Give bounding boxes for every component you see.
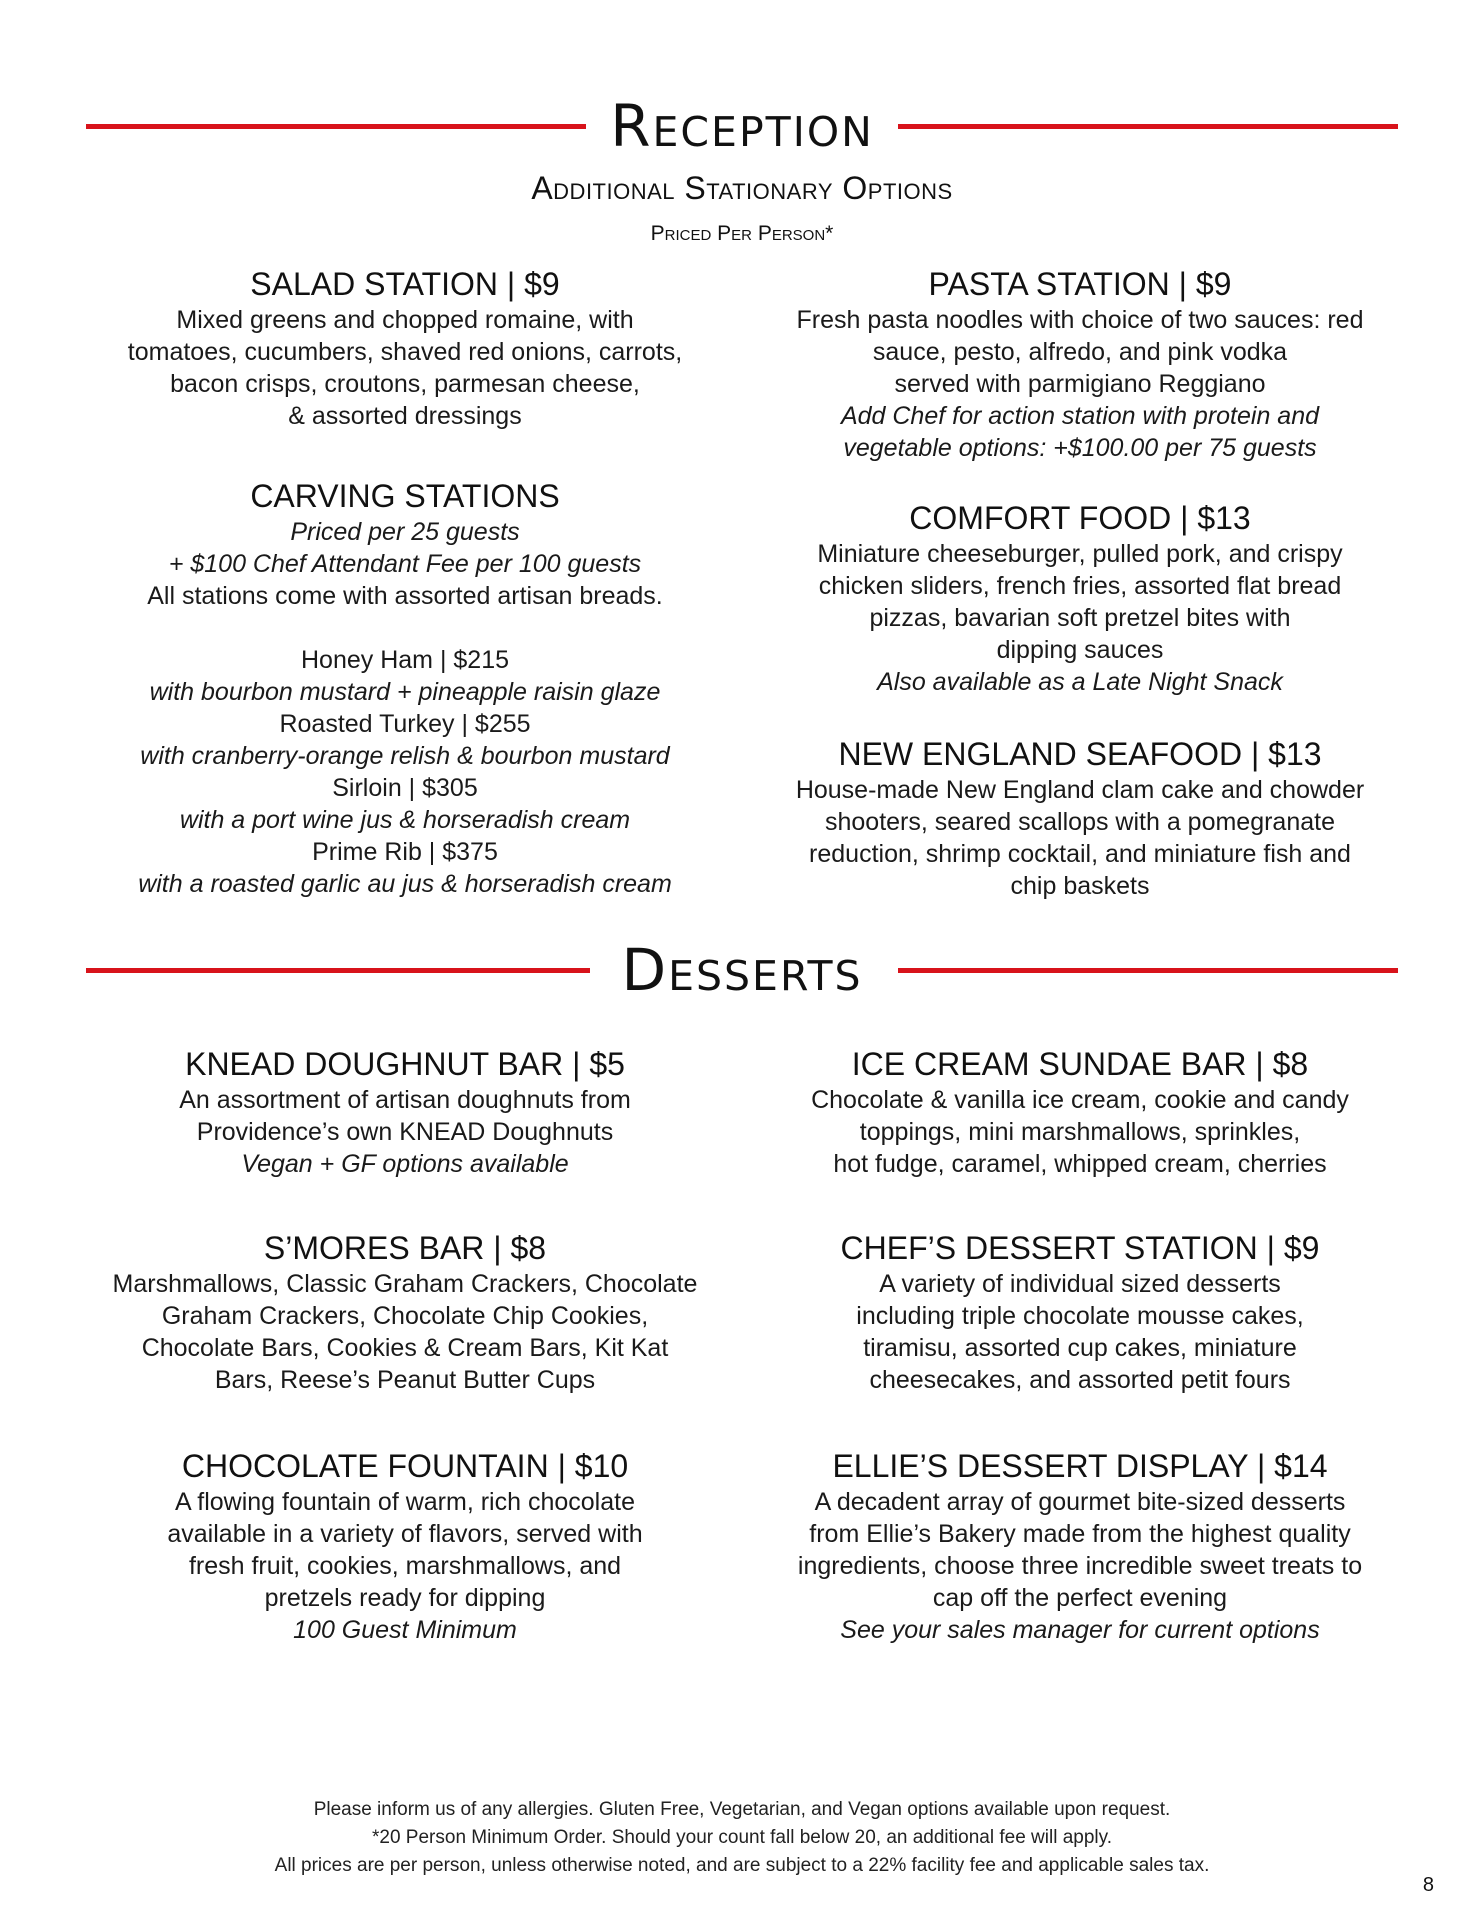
item-description: Graham Crackers, Chocolate Chip Cookies, xyxy=(161,1302,649,1330)
item-description: Chocolate & vanilla ice cream, cookie and candy xyxy=(811,1086,1349,1114)
footer-line: Please inform us of any allergies. Gluten Free, Vegetarian, and Vegan options available upon request. xyxy=(313,1799,1171,1820)
item-note: See your sales manager for current options xyxy=(840,1616,1320,1644)
chocolate-fountain xyxy=(80,1446,730,1646)
carving-item-name: Honey Ham | $215 xyxy=(301,646,509,674)
item-description: Bars, Reese’s Peanut Butter Cups xyxy=(214,1366,596,1394)
item-description: hot fudge, caramel, whipped cream, cherries xyxy=(833,1150,1327,1178)
carving-item-desc: with cranberry-orange relish & bourbon mustard xyxy=(140,742,670,770)
item-title xyxy=(80,1446,730,1486)
item-price: | $13 xyxy=(1180,500,1251,536)
item-name: SALAD STATION xyxy=(250,266,499,302)
item-description: fresh fruit, cookies, marshmallows, and xyxy=(188,1552,622,1580)
smores-bar xyxy=(80,1228,730,1396)
item-price: | $8 xyxy=(493,1230,547,1266)
desserts-header xyxy=(86,930,1398,1010)
item-description: A flowing fountain of warm, rich chocolate xyxy=(175,1488,635,1516)
item-description: All stations come with assorted artisan breads. xyxy=(147,582,663,610)
item-note: Priced per 25 guests xyxy=(290,518,520,546)
item-name: COMFORT FOOD xyxy=(909,500,1172,536)
item-description: Providence’s own KNEAD Doughnuts xyxy=(196,1118,614,1146)
item-name: S’MORES BAR xyxy=(263,1230,485,1266)
item-name: CHOCOLATE FOUNTAIN xyxy=(181,1448,549,1484)
item-title xyxy=(80,1044,730,1084)
carving-item-name: Prime Rib | $375 xyxy=(312,838,498,866)
priced-note: Priced Per Person* xyxy=(650,222,834,245)
item-title xyxy=(740,264,1420,304)
item-description: Chocolate Bars, Cookies & Cream Bars, Kit Kat xyxy=(141,1334,669,1362)
item-description: chicken sliders, french fries, assorted flat bread xyxy=(818,572,1342,600)
footer-line: All prices are per person, unless otherwise noted, and are subject to a 22% facility fee and applicable sales tax. xyxy=(274,1855,1210,1876)
item-description: shooters, seared scallops with a pomegranate xyxy=(824,808,1335,836)
item-note: + $100 Chef Attendant Fee per 100 guests xyxy=(168,550,642,578)
item-description: reduction, shrimp cocktail, and miniature fish and xyxy=(809,840,1351,868)
item-title xyxy=(80,264,730,304)
item-name: NEW ENGLAND SEAFOOD xyxy=(838,736,1243,772)
chefs-dessert-station xyxy=(740,1228,1420,1396)
item-note: vegetable options: +$100.00 per 75 guests xyxy=(843,434,1317,462)
carving-item-desc: with bourbon mustard + pineapple raisin glaze xyxy=(149,678,661,706)
item-name: ICE CREAM SUNDAE BAR xyxy=(851,1046,1247,1082)
ellies-dessert-display xyxy=(740,1446,1420,1646)
item-name: CHEF’S DESSERT STATION xyxy=(840,1230,1258,1266)
item-description: available in a variety of flavors, served with xyxy=(167,1520,643,1548)
carving-item-desc: with a port wine jus & horseradish cream xyxy=(179,806,631,834)
item-description: Miniature cheeseburger, pulled pork, and crispy xyxy=(817,540,1343,568)
item-price: | $5 xyxy=(572,1046,625,1082)
item-price: | $9 xyxy=(1178,266,1232,302)
item-price: | $10 xyxy=(557,1448,629,1484)
item-title xyxy=(740,498,1420,538)
item-title xyxy=(740,734,1420,774)
pasta-station xyxy=(740,264,1420,464)
item-description: Mixed greens and chopped romaine, with xyxy=(176,306,634,334)
item-name: ELLIE’S DESSERT DISPLAY xyxy=(832,1448,1249,1484)
item-name: KNEAD DOUGHNUT BAR xyxy=(185,1046,564,1082)
reception-header xyxy=(86,86,1398,166)
item-description: & assorted dressings xyxy=(288,402,522,430)
item-name: PASTA STATION xyxy=(928,266,1170,302)
item-description: bacon crisps, croutons, parmesan cheese, xyxy=(170,370,640,398)
item-description: An assortment of artisan doughnuts from xyxy=(179,1086,631,1114)
footer-line: *20 Person Minimum Order. Should your count fall below 20, an additional fee will apply. xyxy=(372,1827,1112,1848)
new-england-seafood xyxy=(740,734,1420,902)
item-title xyxy=(740,1228,1420,1268)
item-description: tiramisu, assorted cup cakes, miniature xyxy=(863,1334,1297,1362)
item-description: cap off the perfect evening xyxy=(932,1584,1228,1612)
item-price: | $8 xyxy=(1255,1046,1309,1082)
page-number: 8 xyxy=(1422,1874,1434,1896)
item-description: A decadent array of gourmet bite-sized desserts xyxy=(814,1488,1346,1516)
item-description: chip baskets xyxy=(1010,872,1150,900)
item-description: served with parmigiano Reggiano xyxy=(894,370,1266,398)
item-note: Vegan + GF options available xyxy=(241,1150,569,1178)
item-description: Fresh pasta noodles with choice of two sauces: red xyxy=(796,306,1364,334)
carving-stations xyxy=(80,476,730,900)
item-description: Marshmallows, Classic Graham Crackers, Chocolate xyxy=(112,1270,698,1298)
item-description: pretzels ready for dipping xyxy=(264,1584,546,1612)
item-description: including triple chocolate mousse cakes, xyxy=(856,1302,1304,1330)
item-description: House-made New England clam cake and chowder xyxy=(795,776,1365,804)
comfort-food xyxy=(740,498,1420,698)
item-note: Also available as a Late Night Snack xyxy=(877,668,1283,696)
carving-item-desc: with a roasted garlic au jus & horseradish cream xyxy=(138,870,672,898)
item-price: | $9 xyxy=(1266,1230,1320,1266)
item-description: toppings, mini marshmallows, sprinkles, xyxy=(859,1118,1301,1146)
item-description: cheesecakes, and assorted petit fours xyxy=(869,1366,1291,1394)
item-description: tomatoes, cucumbers, shaved red onions, carrots, xyxy=(127,338,683,366)
item-price: | $9 xyxy=(506,266,560,302)
item-title xyxy=(740,1044,1420,1084)
item-title xyxy=(740,1446,1420,1486)
item-description: A variety of individual sized desserts xyxy=(879,1270,1281,1298)
item-name: CARVING STATIONS xyxy=(250,478,560,514)
reception-title: Reception xyxy=(610,92,874,160)
knead-doughnut-bar xyxy=(80,1044,730,1180)
item-note: 100 Guest Minimum xyxy=(293,1616,517,1644)
footer-notes xyxy=(0,1796,1484,1880)
item-price: | $14 xyxy=(1256,1448,1328,1484)
desserts-title: Desserts xyxy=(621,936,863,1004)
item-note: Add Chef for action station with protein and xyxy=(840,402,1320,430)
item-description: from Ellie’s Bakery made from the highest quality xyxy=(809,1520,1351,1548)
salad-station xyxy=(80,264,730,432)
carving-item-name: Roasted Turkey | $255 xyxy=(279,710,531,738)
item-description: sauce, pesto, alfredo, and pink vodka xyxy=(872,338,1288,366)
carving-item-name: Sirloin | $305 xyxy=(332,774,478,802)
item-description: pizzas, bavarian soft pretzel bites with xyxy=(869,604,1291,632)
item-price: | $13 xyxy=(1250,736,1322,772)
item-description: dipping sauces xyxy=(996,636,1164,664)
item-title xyxy=(80,1228,730,1268)
item-description: ingredients, choose three incredible sweet treats to xyxy=(797,1552,1363,1580)
ice-cream-sundae-bar xyxy=(740,1044,1420,1180)
reception-subtitle: Additional Stationary Options xyxy=(531,170,953,206)
